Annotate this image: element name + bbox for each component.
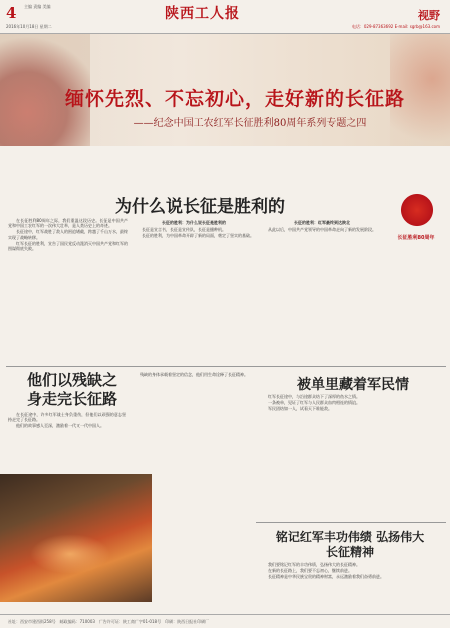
article-column bbox=[134, 218, 254, 368]
article-paragraph: 长征途中，红军战胜了敌人的围追堵截，跨越了千山万水，最终实现了战略转移。 bbox=[8, 229, 128, 240]
article-headline-main: 为什么说长征是胜利的 bbox=[115, 197, 285, 217]
page-number: 4 bbox=[6, 4, 17, 22]
article-column bbox=[260, 218, 384, 368]
article-paragraph: 从此以后，中国共产党领导的中国革命走向了新的发展阶段。 bbox=[268, 227, 376, 233]
article-paragraph: 军民团结如一人，试看天下谁能敌。 bbox=[268, 406, 332, 412]
divider bbox=[6, 366, 446, 367]
article-paragraph: 红军长征的胜利，宣告了国民党反动派消灭中国共产党和红军的图谋彻底失败。 bbox=[8, 240, 128, 252]
article-paragraph: 在新的长征路上，我们要不忘初心，继续前进。 bbox=[268, 568, 352, 574]
article-photo bbox=[0, 474, 152, 602]
issue-date: 2016年10月18日 星期二 bbox=[6, 24, 52, 29]
article-paragraph: 残缺的身体承载着坚定的信念，他们用生命诠释了长征精神。 bbox=[140, 372, 248, 377]
divider bbox=[256, 522, 446, 523]
emblem-icon bbox=[400, 190, 434, 230]
article-paragraph: 长征的胜利，为中国革命开辟了新的局面，奠定了坚实的基础。 bbox=[142, 233, 254, 239]
article-paragraph: 在长征途中，许多红军战士身负重伤，但他们以顽强的意志坚持走完了长征路。 bbox=[8, 412, 126, 423]
article-headline-2: 他们以残缺之身走完长征路 bbox=[26, 371, 117, 408]
article-paragraph: 在长征胜利80周年之际，我们重温这段历史。长征是中国共产党和中国工农红军的一次伟大壮举，是人类历史上的奇迹。 bbox=[8, 218, 128, 229]
article-paragraph: 一条被单，见证了红军与人民群众血肉相连的情谊。 bbox=[268, 400, 360, 406]
masthead-meta: 主编 责编 美编 bbox=[24, 4, 51, 9]
article-column bbox=[8, 218, 128, 368]
article-subhead: 长征的胜利：为什么说长征是胜利的 bbox=[162, 220, 226, 225]
newspaper-title: 陕西工人报 bbox=[165, 6, 240, 22]
feature-banner bbox=[0, 34, 450, 146]
article-paragraph: 长征是宣言书，长征是宣传队，长征是播种机。 bbox=[142, 227, 226, 233]
article-column bbox=[158, 478, 253, 608]
contact-info: 电话：029-87363692 E-mail: sgrb@163.com bbox=[351, 24, 440, 29]
section-name: 视野 bbox=[418, 9, 440, 22]
page-footer: 社址：西安市建西街258号 邮政编码：710003 广告许可证：陕工商广字01-018号 印刷：陕西日报社印刷厂 bbox=[0, 614, 450, 628]
article-headline-3: 被单里藏着军民情 bbox=[297, 377, 409, 393]
article-column bbox=[260, 394, 445, 520]
article-subhead: 长征的胜利：红军最终到达陕北 bbox=[294, 220, 350, 225]
article-column bbox=[132, 372, 250, 472]
article-column bbox=[260, 562, 445, 612]
article-paragraph: 我们要铭记红军的丰功伟绩，弘扬伟大的长征精神。 bbox=[268, 562, 360, 567]
anniversary-emblem bbox=[390, 186, 442, 306]
article-headline-4: 铭记红军丰功伟绩 弘扬伟大长征精神 bbox=[275, 530, 425, 559]
banner-subtitle: ——纪念中国工农红军长征胜利80周年系列专题之四 bbox=[133, 118, 367, 129]
article-paragraph: 长征精神是中华民族宝贵的精神财富，永远激励着我们奋勇前进。 bbox=[268, 574, 384, 580]
article-paragraph: 他们的故事感人至深，激励着一代又一代中国人。 bbox=[16, 423, 104, 429]
article-paragraph: 红军长征途中，与沿途群众结下了深厚的鱼水之情。 bbox=[268, 394, 360, 399]
banner-headline: 缅怀先烈、不忘初心，走好新的长征路 bbox=[64, 88, 405, 110]
masthead bbox=[0, 0, 450, 34]
emblem-label: 长征胜利80周年 bbox=[397, 235, 435, 241]
article-column bbox=[8, 412, 126, 472]
